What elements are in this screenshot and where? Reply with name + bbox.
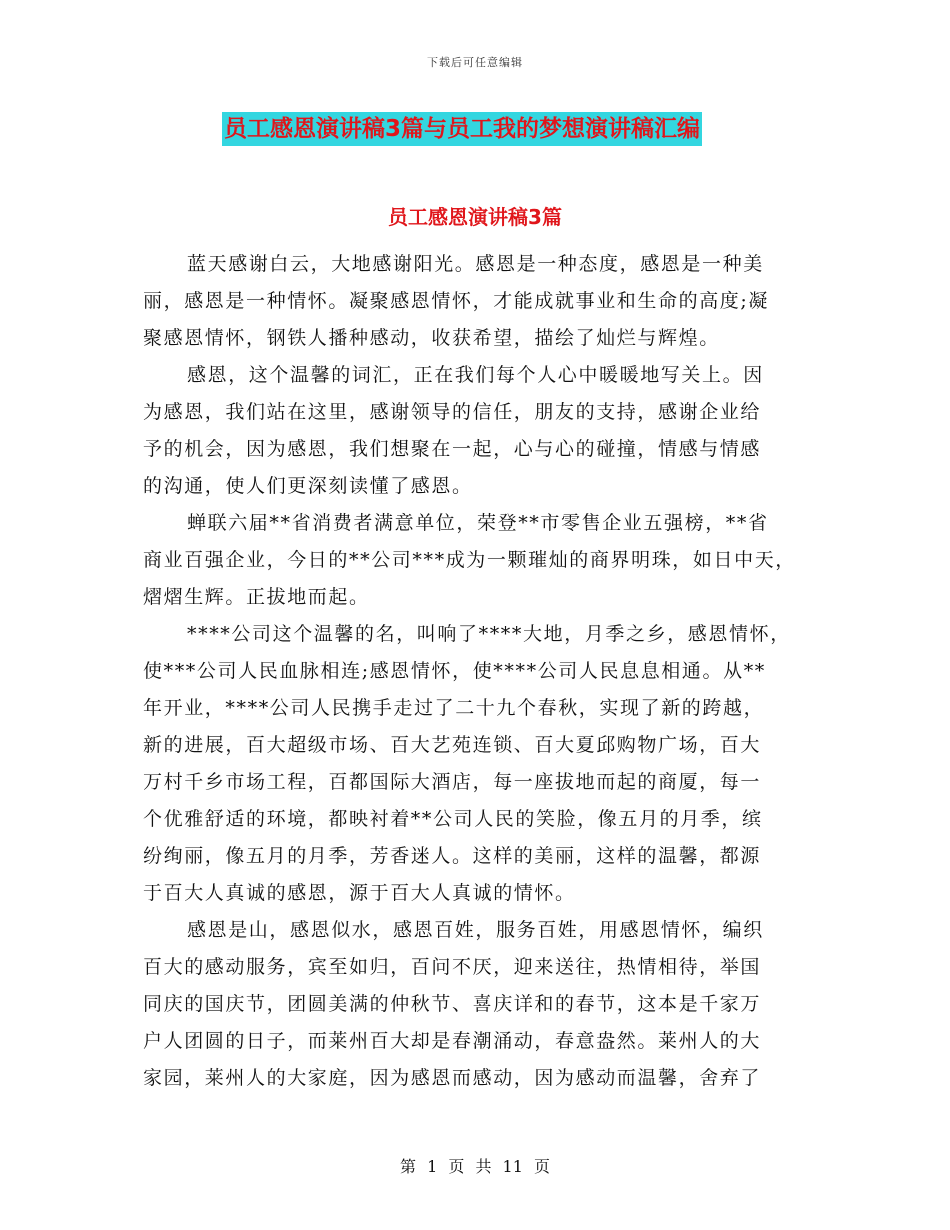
text-line: 予的机会，因为感恩，我们想聚在一起，心与心的碰撞，情感与情感 — [143, 438, 762, 460]
text-line: 百大的感动服务，宾至如归，百问不厌，迎来送往，热情相待，举国 — [143, 956, 762, 978]
text-line: 蝉联六届**省消费者满意单位，荣登**市零售企业五强榜，**省 — [187, 512, 769, 534]
text-line: 聚感恩情怀，钢铁人播种感动，收获希望，描绘了灿烂与辉煌。 — [143, 327, 720, 349]
text-line: 户人团圆的日子，而莱州百大却是春潮涌动，春意盎然。莱州人的大 — [143, 1030, 762, 1052]
paragraph-1 — [143, 246, 813, 357]
text-line: 同庆的国庆节，团圆美满的仲秋节、喜庆详和的春节，这本是千家万 — [143, 993, 762, 1015]
text-line: 为感恩，我们站在这里，感谢领导的信任，朋友的支持，感谢企业给 — [143, 401, 762, 423]
text-line: 个优雅舒适的环境，都映衬着**公司人民的笑脸，像五月的月季，缤 — [143, 808, 763, 830]
document-body — [143, 246, 813, 1097]
header-note: 下载后可任意编辑 — [427, 56, 523, 69]
text-line: 丽，感恩是一种情怀。凝聚感恩情怀，才能成就事业和生命的高度;凝 — [143, 290, 770, 312]
text-line: 熠熠生辉。正拔地而起。 — [143, 586, 370, 608]
text-line: 纷绚丽，像五月的月季，芳香迷人。这样的美丽，这样的温馨，都源 — [143, 845, 762, 867]
paragraph-2 — [143, 357, 813, 505]
document-title: 员工感恩演讲稿3篇与员工我的梦想演讲稿汇编 — [222, 112, 702, 146]
text-line: 年开业，****公司人民携手走过了二十九个春秋，实现了新的跨越， — [143, 697, 765, 719]
text-line: 蓝天感谢白云，大地感谢阳光。感恩是一种态度，感恩是一种美 — [187, 253, 764, 275]
section-title: 员工感恩演讲稿3篇 — [388, 205, 562, 229]
text-line: 的沟通，使人们更深刻读懂了感恩。 — [143, 475, 473, 497]
text-line: 万村千乡市场工程，百都国际大酒店，每一座拔地而起的商厦，每一 — [143, 771, 762, 793]
text-line: 感恩，这个温馨的词汇，正在我们每个人心中暖暖地写关上。因 — [187, 364, 764, 386]
text-line: 于百大人真诚的感恩，源于百大人真诚的情怀。 — [143, 882, 576, 904]
text-line: 感恩是山，感恩似水，感恩百姓，服务百姓，用感恩情怀，编织 — [187, 919, 764, 941]
text-line: 使***公司人民血脉相连;感恩情怀，使****公司人民息息相通。从** — [143, 660, 766, 682]
text-line: ****公司这个温馨的名，叫响了****大地，月季之乡，感恩情怀， — [187, 623, 791, 645]
paragraph-5 — [143, 912, 813, 1097]
text-line: 新的进展，百大超级市场、百大艺苑连锁、百大夏邱购物广场，百大 — [143, 734, 762, 756]
paragraph-3 — [143, 505, 813, 616]
paragraph-4 — [143, 616, 813, 912]
text-line: 家园，莱州人的大家庭，因为感恩而感动，因为感动而温馨，舍弃了 — [143, 1067, 762, 1089]
text-line: 商业百强企业，今日的**公司***成为一颗璀灿的商界明珠，如日中天， — [143, 549, 796, 571]
page-footer: 第 1 页 共 11 页 — [400, 1157, 550, 1176]
